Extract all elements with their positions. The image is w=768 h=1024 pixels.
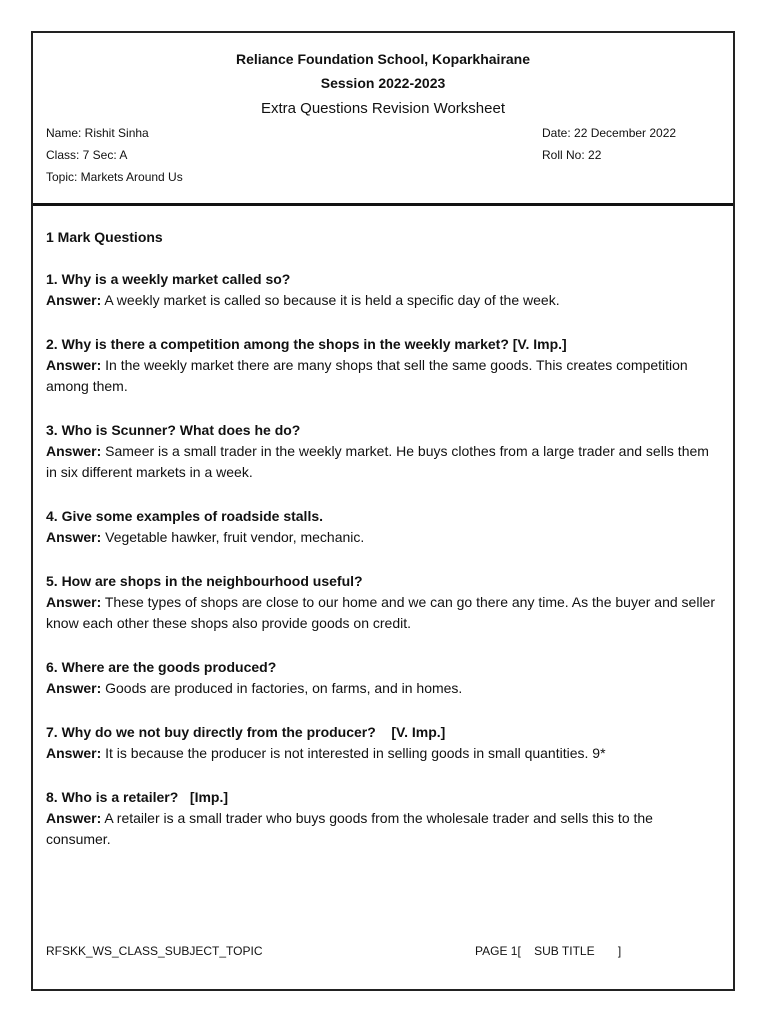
answer-label: Answer:: [46, 810, 102, 826]
answer-text: [46, 592, 721, 634]
worksheet-page: [31, 31, 735, 991]
worksheet-header: [33, 33, 733, 206]
question-text: 2. Why is there a competition among the shops in the weekly market? [V. Imp.]: [46, 336, 567, 352]
question-item: [46, 722, 721, 764]
answer-body: In the weekly market there are many shops that sell the same goods. This creates competition among them.: [46, 357, 688, 394]
answer-label: Answer:: [46, 745, 102, 761]
question-text: 7. Why do we not buy directly from the producer? [V. Imp.]: [46, 724, 446, 740]
answer-text: [46, 527, 721, 548]
answer-body: These types of shops are close to our home and we can go there any time. As the buyer and seller know each other these shops also provide goods on credit.: [46, 594, 715, 631]
answer-label: Answer:: [46, 443, 102, 459]
answer-body: A retailer is a small trader who buys goods from the wholesale trader and sells this to the consumer.: [46, 810, 653, 847]
answer-text: [46, 808, 721, 850]
question-text: 3. Who is Scunner? What does he do?: [46, 422, 301, 438]
answer-body: A weekly market is called so because it is held a specific day of the week.: [101, 292, 560, 308]
question-item: [46, 657, 721, 699]
school-name: Reliance Foundation School, Koparkhairane: [235, 51, 531, 67]
worksheet-content: [46, 227, 721, 873]
question-text: 1. Why is a weekly market called so?: [46, 271, 291, 287]
footer-page: PAGE 1[ SUB TITLE ]: [475, 944, 622, 958]
question-item: [46, 787, 721, 850]
topic-label: Topic: Markets Around Us: [46, 170, 183, 184]
question-text: 6. Where are the goods produced?: [46, 659, 277, 675]
class-section: Class: 7 Sec: A: [46, 148, 128, 162]
question-item: [46, 420, 721, 483]
answer-body: Goods are produced in factories, on farms, and in homes.: [101, 680, 463, 696]
roll-number: Roll No: 22: [542, 148, 602, 162]
date-label: Date: 22 December 2022: [542, 126, 677, 140]
answer-label: Answer:: [46, 529, 102, 545]
answer-body: Sameer is a small trader in the weekly market. He buys clothes from a large trader and sells them in six different markets in a week.: [46, 443, 709, 480]
answer-text: [46, 678, 721, 699]
answer-body: It is because the producer is not interested in selling goods in small quantities. 9*: [101, 745, 606, 761]
worksheet-title: Extra Questions Revision Worksheet: [261, 100, 505, 117]
answer-text: [46, 743, 721, 764]
session-label: Session 2022-2023: [320, 75, 446, 91]
question-item: [46, 506, 721, 548]
section-title: 1 Mark Questions: [46, 229, 163, 245]
question-text: 4. Give some examples of roadside stalls.: [46, 508, 324, 524]
question-text: 5. How are shops in the neighbourhood useful?: [46, 573, 363, 589]
answer-text: [46, 441, 721, 483]
question-text: 8. Who is a retailer? [Imp.]: [46, 789, 229, 805]
answer-text: [46, 290, 721, 311]
answer-label: Answer:: [46, 357, 102, 373]
question-item: [46, 269, 721, 311]
student-name: Name: Rishit Sinha: [46, 126, 149, 140]
footer-code: RFSKK_WS_CLASS_SUBJECT_TOPIC: [46, 944, 263, 958]
question-item: [46, 334, 721, 397]
answer-body: Vegetable hawker, fruit vendor, mechanic.: [101, 529, 365, 545]
answer-label: Answer:: [46, 680, 102, 696]
question-item: [46, 571, 721, 634]
answer-text: [46, 355, 721, 397]
answer-label: Answer:: [46, 292, 102, 308]
answer-label: Answer:: [46, 594, 102, 610]
